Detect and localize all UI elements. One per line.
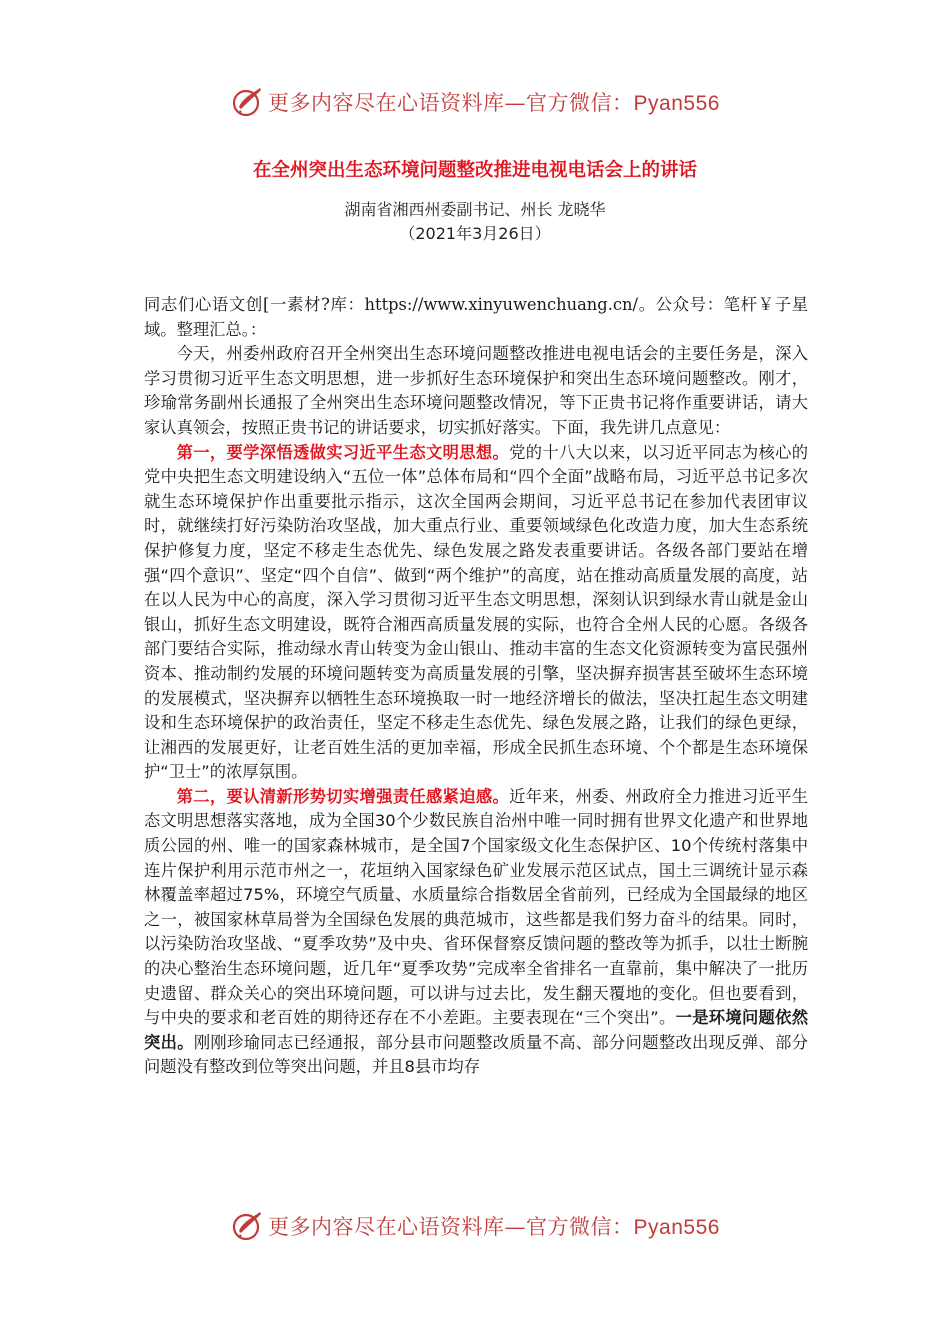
pen-logo-icon bbox=[230, 1209, 264, 1243]
intro-paragraph: 今天，州委州政府召开全州突出生态环境问题整改推进电视电话会的主要任务是，深入学习贯彻习近平生态文明思想，进一步抓好生态环境保护和突出生态环境问题整改。刚才，珍瑜常务副州长通报了全州突出生态环境问题整改情况，等下正贵书记将作重要讲话，请大家认真领会，按照正贵书记的讲话要求，切实抓好落实。下面，我先讲几点意见： bbox=[144, 344, 808, 437]
paragraph-2-subheading: 一是环境问题依然突出。 bbox=[144, 1008, 808, 1052]
paragraph-2 bbox=[144, 785, 808, 1080]
paragraph-1-text: 党的十八大以来，以习近平同志为核心的党中央把生态文明建设纳入“五位一体”总体布局和“四个全面”战略布局，习近平总书记多次就生态环境保护作出重要批示指示，这次全国两会期间，习近平总书记在参加代表团审议时，就继续打好污染防治攻坚战，加大重点行业、重要领域绿色化改造力度，加大生态系统保护修复力度，坚定不移走生态优先、绿色发展之路发表重要讲话。各级各部门要站在增强“四个意识”、坚定“四个自信”、做到“两个维护”的高度，站在推动高质量发展的高度，站在以人民为中心的高度，深入学习贯彻习近平生态文明思想，深刻认识到绿水青山就是金山银山，抓好生态文明建设，既符合湘西高质量发展的实际，也符合全州人民的心愿。各级各部门要结合实际，推动绿水青山转变为金山银山、推动丰富的生态文化资源转变为富民强州资本、推动制约发展的环境问题转变为高质量发展的引擎，坚决摒弃损害甚至破坏生态环境的发展模式，坚决摒弃以牺牲生态环境换取一时一地经济增长的做法，坚决扛起生态文明建设和生态环境保护的政治责任，坚定不移走生态优先、绿色发展之路，让我们的绿色更绿，让湘西的发展更好，让老百姓生活的更加幸福，形成全民抓生态环境、个个都是生态环境保护“卫士”的浓厚氛围。 bbox=[144, 442, 808, 782]
banner-text: 更多内容尽在心语资料库—官方微信：Pyan556 bbox=[268, 1215, 720, 1239]
document-title: 在全州突出生态环境问题整改推进电视电话会上的讲话 bbox=[252, 160, 697, 181]
header-banner bbox=[0, 82, 950, 122]
paragraph-1 bbox=[144, 441, 808, 785]
pen-logo-icon bbox=[230, 85, 264, 119]
document-body bbox=[144, 293, 808, 1080]
banner-text: 更多内容尽在心语资料库—官方微信：Pyan556 bbox=[268, 91, 720, 115]
salutation: 同志们心语文创[一素材?库：https://www.xinyuwenchuang.cn/。公众号：笔杆￥子星域。整理汇总。： bbox=[144, 295, 808, 339]
footer-banner bbox=[0, 1206, 950, 1246]
paragraph-1-heading: 第一，要学深悟透做实习近平生态文明思想。 bbox=[176, 442, 510, 462]
paragraph-2-subtext: 刚刚珍瑜同志已经通报，部分县市问题整改质量不高、部分问题整改出现反弹、部分问题没有整改到位等突出问题，并且8县市均存 bbox=[144, 1032, 808, 1077]
paragraph-2-heading: 第二，要认清新形势切实增强责任感紧迫感。 bbox=[176, 786, 510, 806]
paragraph-2-text: 近年来，州委、州政府全力推进习近平生态文明思想落实落地，成为全国30个少数民族自治州中唯一同时拥有世界文化遗产和世界地质公园的州、唯一的国家森林城市，是全国7个国家级文化生态保护区、10个传统村落集中连片保护利用示范市州之一，花垣纳入国家绿色矿业发展示范区试点，国土三调统计显示森林覆盖率超过75%，环境空气质量、水质量综合指数居全省前列，已经成为全国最绿的地区之一，被国家林草局誉为全国绿色发展的典范城市，这些都是我们努力奋斗的结果。同时，以污染防治攻坚战、“夏季攻势”及中央、省环保督察反馈问题的整改等为抓手，以壮士断腕的决心整治生态环境问题，近几年“夏季攻势”完成率全省排名一直靠前，集中解决了一批历史遗留、群众关心的突出环境问题，可以讲与过去比，发生翻天覆地的变化。但也要看到，与中央的要求和老百姓的期待还存在不小差距。主要表现在“三个突出”。 bbox=[144, 786, 808, 1028]
document-author: 湖南省湘西州委副书记、州长 龙晓华 bbox=[344, 200, 606, 219]
document-date: （2021年3月26日） bbox=[399, 224, 551, 243]
